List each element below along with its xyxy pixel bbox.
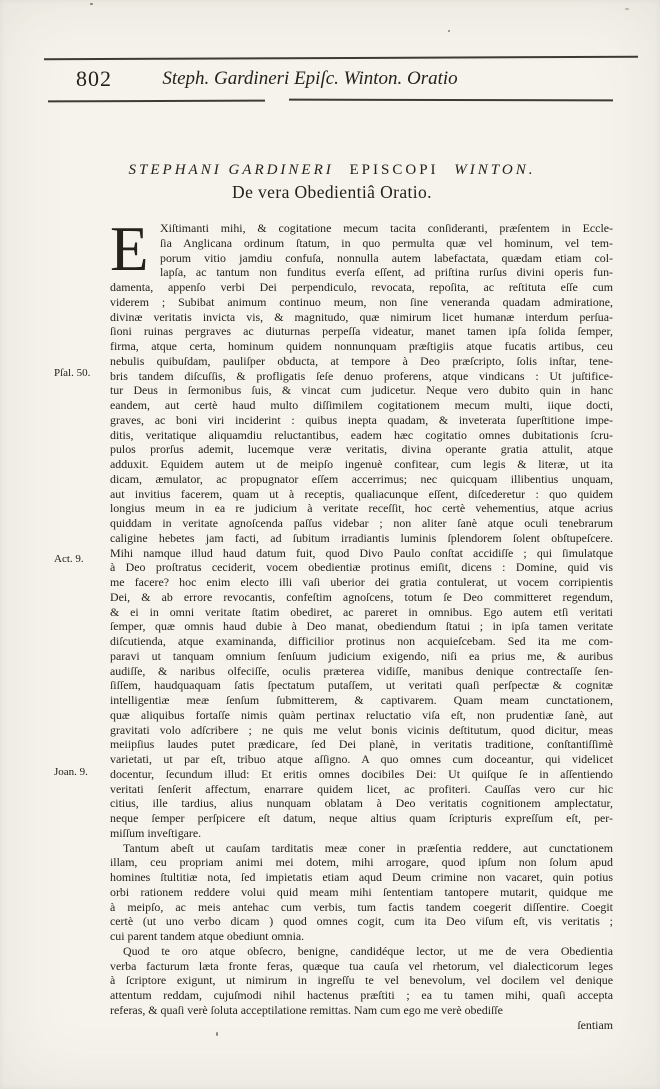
text-line: pulos prorſus ademit, lucemque veræ veritatis, divina operante gratia attulit, atque bbox=[110, 442, 613, 457]
text-line: ditis, veritatique aliquamdiu reluctantibus, eadem hæc cogitatio omnes dubitationis ſcru- bbox=[110, 427, 613, 442]
paragraph bbox=[110, 944, 613, 1018]
oration-subtitle: De vera Obedientiâ Oratio. bbox=[232, 182, 432, 202]
text-line: meiipſius laudes putet prædicare, ſed Dei planè, in veritatis traditione, conſtantiſſimè bbox=[110, 737, 613, 752]
text-line: aut invitius facerem, quam ut à receptis, qualiacunque eſſent, diſcederetur : quo quidem bbox=[110, 486, 613, 501]
scan-speck bbox=[448, 30, 450, 32]
paragraph bbox=[110, 841, 613, 944]
text-line: certè (ut uno verbo dicam ) quod omnes cogit, cum ita Deo viſum eſt, vis veritatis ; bbox=[110, 914, 613, 929]
text-line: diſcutienda, atque examinanda, difficilior protinus non acquieſcebam. Sed ita me com- bbox=[110, 634, 613, 648]
text-line: Quod te oro atque obſecro, benigne, candidéque lector, ut me de vera Obedientia bbox=[123, 943, 613, 958]
text-line: ſemper, quæ omnis haud dubie à Deo manat, obediendum ſtatui ; in ipſa tamen veritate bbox=[110, 619, 613, 634]
text-line: orbi rationem reddere volui quid meam mihi ſententiam tantopere mutarit, quidque me bbox=[110, 884, 613, 899]
text-line: miſſum inveſtigare. bbox=[110, 825, 202, 840]
page-number: 802 bbox=[76, 66, 112, 91]
text-line: Dei, & ab errore revocantis, confeſtim agnoſcens, totum ſe Deo committeret regendum, bbox=[110, 589, 613, 604]
text-line: caligine hebetes jam facti, ad ſubitum irradiantis luminis ſplendorem ſolent obſtupeſcere. bbox=[110, 530, 613, 545]
margin-note-psalm-50: Pſal. 50. bbox=[54, 367, 91, 379]
text-line: nebulis quibuſdam, pauliſper obducta, at tempore à Deo præſcripto, ſolis inſtar, tene- bbox=[110, 353, 613, 368]
text-line: me facere? hoc enim electo illi vaſi uberior dei gratia contulerat, ut vocem corripientis bbox=[110, 575, 613, 589]
scan-speck bbox=[625, 8, 629, 10]
text-line: audiſſe, & naribus olfeciſſe, oculis præterea vidiſſe, manibus denique contrectaſſe ſen- bbox=[110, 663, 613, 678]
text-line: homines ſtultitiæ nota, ſed impietatis etiam aqud Deum crimine non vacaret, quin potius bbox=[110, 870, 613, 884]
text-line: à meipſo, ac meis antehac cum verbis, tum factis tandem coegerit diſſentire. Coegit bbox=[110, 899, 613, 914]
margin-note-john-9: Joan. 9. bbox=[54, 766, 88, 778]
text-line: Xiſtimanti mihi, & cogitatione mecum tacita conſideranti, præſentem in Eccle- bbox=[160, 221, 613, 235]
text-line: referas, & quaſi verè ſoluta acceptilatione remittas. Nam cum ego me verè obediſſe bbox=[110, 1002, 503, 1017]
text-line: attentum reddam, cujuſmodi nihil hactenus præſtiti ; ea tu tamen mihi, quaſi accepta bbox=[110, 988, 613, 1002]
catchword: ſentiam bbox=[577, 1018, 613, 1032]
text-line: divinæ veritatis invicta vis, & magnitudo, quæ nimirum licet humanæ interdum perſua- bbox=[110, 309, 613, 324]
paragraph bbox=[110, 214, 613, 841]
text-line: varietati, ut par eſt, tribuo atque aſſigno. A quo omnes cum doceantur, qui videlicet bbox=[110, 752, 613, 766]
text-line: quiddam in veritate agnoſcenda paſſus videbar ; non aliter ſanè atque oculi tenebrarum bbox=[110, 516, 613, 530]
text-line: tur Deus in ſermonibus ſuis, & vincat cum judicetur. Neque vero dubito quin in hanc bbox=[110, 383, 613, 398]
oration-title-block bbox=[62, 162, 602, 203]
scan-speck bbox=[90, 3, 93, 5]
margin-note-acts-9: Act. 9. bbox=[54, 553, 84, 565]
text-line: ſioni ruinas pergraves ac diuturnas perpeſſa videatur, manet tamen ipſa ſolida ſemper, bbox=[110, 324, 613, 339]
text-line: à Deo proſtratus ceciderit, vocem obedientiæ protinus emiſit, dicens : Domine, quid vis bbox=[110, 560, 613, 575]
oration-title-line1 bbox=[62, 162, 602, 179]
text-line: Tantum abeſt ut cauſam tarditatis meæ coner in præſentia reddere, aut cunctationem bbox=[123, 840, 613, 855]
text-line: paravi ut tanquam omnium ſenſuum judicium exigendo, niſi ea prius me, & auribus bbox=[110, 648, 613, 663]
text-line: illam, ceu propriam animi mei dotem, mihi arrogare, quod ipſum non ſolum apud bbox=[110, 855, 613, 870]
text-line: firma, atque certa, hominum quidem nonnunquam præſtigiis atque fucatis artibus, ceu bbox=[110, 339, 613, 353]
text-line: verba facturum læta fronte feras, quæque tua cauſa vel rhetorum, vel dialecticorum leges bbox=[110, 958, 613, 973]
title-segment-winton: WINTON. bbox=[454, 162, 536, 178]
text-line: intelligentiæ meæ ſenſum ſubmitterem, & captivarem. Quam meam cunctationem, bbox=[110, 693, 613, 707]
text-line: & ei in omni veritate ſtatim obediret, ac pareret in omnibus. Ego autem etſi veritati bbox=[110, 604, 613, 619]
text-line: quæ aliquibus fortaſſe nimis quàm pertinax reluctatio viſa eſt, non prudentiæ ſanè, aut bbox=[110, 707, 613, 722]
text-line: damenta, appenſo verbi Dei perpendiculo, revocata, repoſita, ac reſtituta eſſe cum bbox=[110, 280, 613, 294]
text-line: neque ſemper perſpicere eſt datum, neque altius quam ſcripturis expreſſum eſt, per- bbox=[110, 811, 613, 825]
text-line: viderem ; Subibat animum continuo meum, non ſine veneranda quadam admiratione, bbox=[110, 294, 613, 309]
text-line: dicam, æmulator, ac propugnator eſſem accerrimus; nec quicquam illibentius unquam, bbox=[110, 471, 613, 486]
text-line: veritati ſenſerit affectum, enarrare quidem licet, ac profiteri. Cauſſas vero cur hic bbox=[110, 781, 613, 796]
text-line: graves, ac boni viri inciderint : quibus inepta quadam, & inveterata ſuperſtitione impe- bbox=[110, 412, 613, 427]
text-line: lapſa, ac tantum non funditus everſa eſſent, ad priſtina rurſus divini operis fun- bbox=[160, 265, 613, 280]
title-segment-episcopi: EPISCOPI bbox=[349, 162, 439, 178]
title-segment-stephani-gardineri: STEPHANI GARDINERI bbox=[128, 162, 334, 178]
header-top-rule bbox=[44, 56, 638, 61]
text-line: à ſcriptore exigunt, ut nimirum in ingreſſu te vel benevolum, vel docilem vel denique bbox=[110, 973, 613, 988]
text-line: docentur, ſecundum illud: Et eritis omnes docibiles Dei: Ut quiſque ſe in aſſentiendo bbox=[110, 766, 613, 781]
text-line: Mihi namque illud haud datum fuit, quod Divo Paulo conſtat accidiſſe ; qui ſimulatque bbox=[110, 545, 613, 560]
text-line: bris tandem diſcuſſis, & profligatis ſeſe denuo proferens, atque vindicans : Ut juſtifice- bbox=[110, 368, 613, 383]
text-line: gravitati volo adſcribere ; ne quis me velut bonis vicinis deſtitutum, quod dicitur, meas bbox=[110, 722, 613, 737]
running-title: Steph. Gardineri Epiſc. Winton. Oratio bbox=[162, 68, 458, 89]
text-line: longius meum in ea re judicium à veritate receſſit, hoc certè vehementius, atque acrius bbox=[110, 501, 613, 516]
header-bottom-rule-left bbox=[48, 100, 265, 103]
text-line: cui parent tandem atque obediunt omnia. bbox=[110, 929, 305, 943]
drop-cap-initial: E bbox=[110, 214, 149, 284]
text-line: porum vitio jamdiu confuſa, nonnulla autem labefactata, quædam etiam col- bbox=[160, 250, 613, 265]
text-line: ſia Anglicana ordinum ſtatum, in quo permulta quæ vel hominum, vel tem- bbox=[160, 235, 613, 250]
text-line: adduxit. Equidem autem ut de meipſo ingenuè confitear, cum legis & literæ, ut ita bbox=[110, 457, 613, 471]
text-line: citius, ille tardius, alius nunquam oblatam à Deo veritatis cognitionem amplectatur, bbox=[110, 796, 613, 811]
body-text bbox=[110, 214, 613, 1033]
text-line: eandem, aut certè haud multo diſſimilem cogitationem mecum multi, iique docti, bbox=[110, 398, 613, 412]
text-line: ſiſſem, haudquaquam ſatis ſpectatum putaſſem, ut veritati quaſi perſpectæ & cognitæ bbox=[110, 678, 613, 693]
header-bottom-rule-right bbox=[289, 99, 613, 102]
